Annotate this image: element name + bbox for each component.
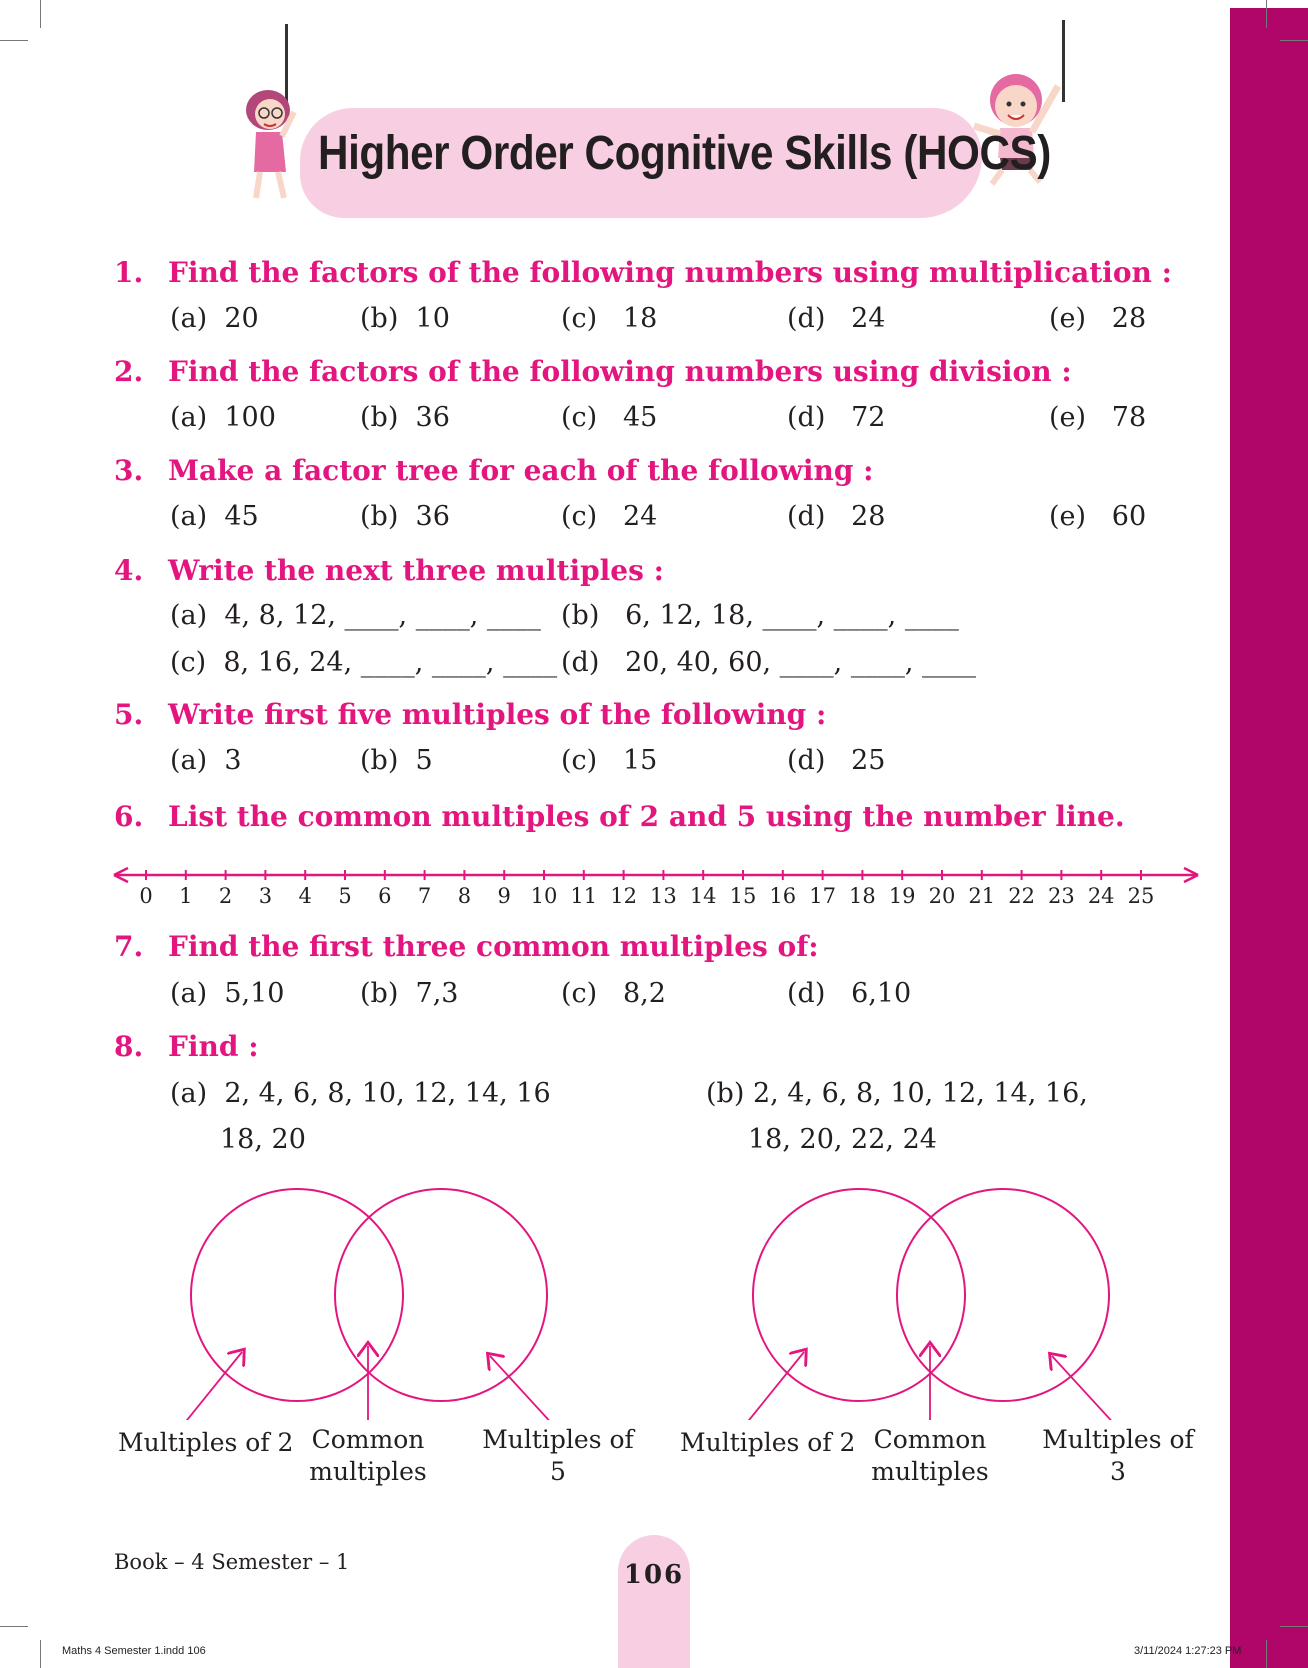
number-line-label: 3 — [258, 884, 273, 908]
option-7a: (a) 5,10 — [170, 978, 285, 1009]
crop-mark — [1280, 40, 1308, 41]
venn2-right-label: Multiples of 3 — [1042, 1425, 1194, 1486]
venn1-common-label: Common multiples — [309, 1425, 427, 1486]
option-1b: (b) 10 — [360, 303, 450, 334]
venn-diagram-1 — [179, 1189, 556, 1420]
number-line-label: 8 — [457, 884, 472, 908]
number-line-label: 6 — [378, 884, 392, 908]
option-2e: (e) 78 — [1049, 402, 1147, 433]
question-4: 4. Write the next three multiples : — [114, 554, 664, 587]
number-line-label: 2 — [218, 884, 233, 908]
number-line-label: 1 — [179, 884, 193, 908]
question-8: 8. Find : — [114, 1030, 259, 1063]
date-slug: 3/11/2024 1:27:23 PM — [1134, 1645, 1242, 1657]
number-line-label: 9 — [497, 884, 511, 908]
option-2b: (b) 36 — [360, 402, 450, 433]
page-number-tab — [618, 1535, 690, 1668]
option-2d: (d) 72 — [787, 402, 886, 433]
number-line-label: 11 — [570, 884, 598, 908]
number-line-label: 25 — [1127, 884, 1155, 908]
venn1-right-label: Multiples of 5 — [482, 1425, 634, 1486]
venn-diagrams — [0, 1180, 1230, 1420]
venn-circle-left — [753, 1189, 965, 1401]
venn-circle-right — [335, 1189, 547, 1401]
option-5c: (c) 15 — [561, 745, 658, 776]
option-3d: (d) 28 — [787, 501, 886, 532]
number-line-label: 17 — [809, 884, 836, 908]
number-line-label: 12 — [610, 884, 637, 908]
magenta-sidebar — [1230, 8, 1308, 1668]
venn2-common-label: Common multiples — [871, 1425, 989, 1486]
question-1: 1. Find the factors of the following numbers using multiplication : — [114, 256, 1172, 289]
number-line-label: 20 — [928, 884, 956, 908]
number-line-label: 15 — [729, 884, 757, 908]
option-1c: (c) 18 — [561, 303, 658, 334]
number-line-label: 5 — [338, 884, 352, 908]
option-4a: (a) 4, 8, 12, ____, ____, ____ — [170, 600, 541, 631]
option-2a: (a) 100 — [170, 402, 276, 433]
option-1a: (a) 20 — [170, 303, 259, 334]
option-7c: (c) 8,2 — [561, 978, 666, 1009]
option-8a: (a) 2, 4, 6, 8, 10, 12, 14, 16 — [170, 1078, 551, 1109]
file-slug: Maths 4 Semester 1.indd 106 — [62, 1645, 206, 1657]
question-2: 2. Find the factors of the following numbers using division : — [114, 355, 1072, 388]
option-3a: (a) 45 — [170, 501, 259, 532]
crop-mark — [1280, 1626, 1308, 1627]
number-line-label: 21 — [968, 884, 996, 908]
number-line-label: 14 — [689, 884, 717, 908]
option-3c: (c) 24 — [561, 501, 658, 532]
number-line-label: 7 — [417, 884, 432, 908]
option-5b: (b) 5 — [360, 745, 433, 776]
page-title: Higher Order Cognitive Skills (HOCS) — [318, 127, 1051, 180]
option-7b: (b) 7,3 — [360, 978, 459, 1009]
option-4c: (c) 8, 16, 24, ____, ____, ____ — [170, 647, 558, 678]
crop-mark — [1266, 1640, 1267, 1668]
number-line-label: 0 — [139, 884, 153, 908]
number-line-label: 23 — [1048, 884, 1075, 908]
crop-mark — [0, 40, 28, 41]
option-1d: (d) 24 — [787, 303, 886, 334]
number-line-label: 10 — [530, 884, 558, 908]
venn-diagram-2 — [741, 1189, 1118, 1420]
option-3e: (e) 60 — [1049, 501, 1147, 532]
crop-mark — [40, 1640, 41, 1668]
option-8b: (b) 2, 4, 6, 8, 10, 12, 14, 16, — [706, 1078, 1088, 1109]
crop-mark — [0, 1626, 28, 1627]
option-7d: (d) 6,10 — [787, 978, 912, 1009]
venn-circle-left — [191, 1189, 403, 1401]
venn1-left-label: Multiples of 2 — [118, 1428, 294, 1457]
option-8b-line2: 18, 20, 22, 24 — [748, 1124, 937, 1155]
question-3: 3. Make a factor tree for each of the following : — [114, 454, 874, 487]
number-line-label: 24 — [1087, 884, 1115, 908]
option-3b: (b) 36 — [360, 501, 450, 532]
question-5: 5. Write first five multiples of the following : — [114, 698, 827, 731]
crop-mark — [40, 0, 41, 28]
number-line-label: 22 — [1008, 884, 1035, 908]
option-5a: (a) 3 — [170, 745, 242, 776]
option-1e: (e) 28 — [1049, 303, 1147, 334]
option-5d: (d) 25 — [787, 745, 886, 776]
book-semester: Book – 4 Semester – 1 — [114, 1550, 350, 1574]
option-2c: (c) 45 — [561, 402, 658, 433]
girl-illustration — [234, 80, 308, 204]
venn-circle-right — [897, 1189, 1109, 1401]
question-7: 7. Find the first three common multiples of: — [114, 930, 819, 963]
page-number: 106 — [623, 1560, 685, 1590]
number-line-label: 13 — [650, 884, 677, 908]
option-8a-line2: 18, 20 — [220, 1124, 306, 1155]
option-4b: (b) 6, 12, 18, ____, ____, ____ — [561, 600, 959, 631]
venn2-left-label: Multiples of 2 — [680, 1428, 856, 1457]
number-line-label: 4 — [298, 884, 312, 908]
number-line-label: 19 — [888, 884, 916, 908]
number-line-label: 18 — [849, 884, 876, 908]
crop-mark — [1266, 0, 1267, 28]
option-4d: (d) 20, 40, 60, ____, ____, ____ — [561, 647, 977, 678]
number-line-label: 16 — [769, 884, 797, 908]
question-6: 6. List the common multiples of 2 and 5 using the number line. — [114, 800, 1125, 833]
